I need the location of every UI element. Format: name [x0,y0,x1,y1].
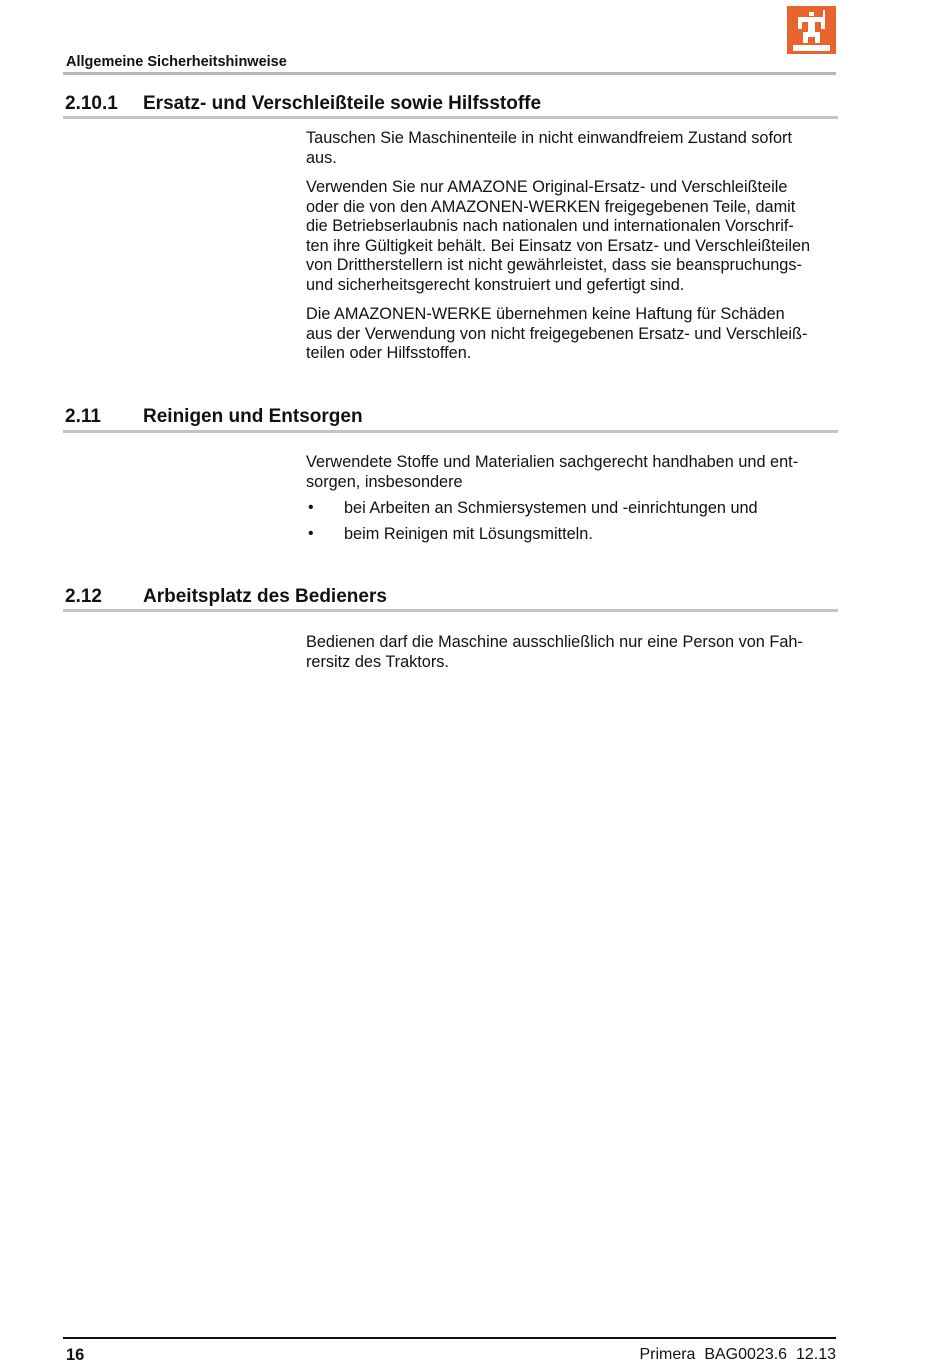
paragraph [306,129,841,168]
text-line: Verwenden Sie nur AMAZONE Original-Ersatz- und Verschleißteile [306,178,788,196]
text-line: teilen oder Hilfsstoffen. [306,344,472,362]
section-title: Arbeitsplatz des Bedieners [143,586,387,607]
footer-divider [63,1337,836,1339]
paragraph [306,305,841,364]
text-line: die Betriebserlaubnis nach nationalen und internationalen Vorschrif- [306,217,794,235]
text-line: aus der Verwendung von nicht freigegebenen Ersatz- und Verschleiß- [306,324,808,343]
bullet-icon: • [308,499,314,516]
section-title: Ersatz- und Verschleißteile sowie Hilfsstoffe [143,93,542,114]
text-line: Tauschen Sie Maschinenteile in nicht einwandfreiem Zustand sofort [306,129,792,147]
page-number: 16 [66,1346,85,1364]
section-divider [63,430,838,433]
text-line: sorgen, insbesondere [306,472,463,491]
running-header-title: Allgemeine Sicherheitshinweise [66,54,287,70]
amazone-logo-icon [787,6,836,54]
paragraph [306,633,841,672]
header-divider [63,72,836,75]
text-line: rersitz des Traktors. [306,652,449,671]
section-number: 2.12 [65,586,102,607]
section-number: 2.11 [65,406,101,427]
text-line: ten ihre Gültigkeit behält. Bei Einsatz von Ersatz- und Verschleißteilen [306,236,811,255]
text-line: Verwendete Stoffe und Materialien sachgerecht handhaben und ent- [306,453,799,471]
text-line: oder die von den AMAZONEN-WERKEN freigegebenen Teile, damit [306,197,796,216]
section-divider [63,116,838,119]
section-divider [63,609,838,612]
bullet-icon: • [308,525,314,542]
list-item: bei Arbeiten an Schmiersystemen und -einrichtungen und [344,499,758,517]
list-item: beim Reinigen mit Lösungsmitteln. [344,525,593,543]
paragraph [306,178,841,295]
text-line: Die AMAZONEN-WERKE übernehmen keine Haftung für Schäden [306,305,785,323]
document-info: Primera BAG0023.6 12.13 [639,1346,836,1363]
section-number: 2.10.1 [65,93,118,114]
text-line: aus. [306,148,337,167]
section-title: Reinigen und Entsorgen [143,406,363,427]
text-line: Bedienen darf die Maschine ausschließlich nur eine Person von Fah- [306,633,803,651]
paragraph [306,453,841,492]
text-line: von Drittherstellern ist nicht gewährleistet, dass sie beanspruchungs- [306,256,802,274]
text-line: und sicherheitsgerecht konstruiert und gefertigt sind. [306,275,685,294]
